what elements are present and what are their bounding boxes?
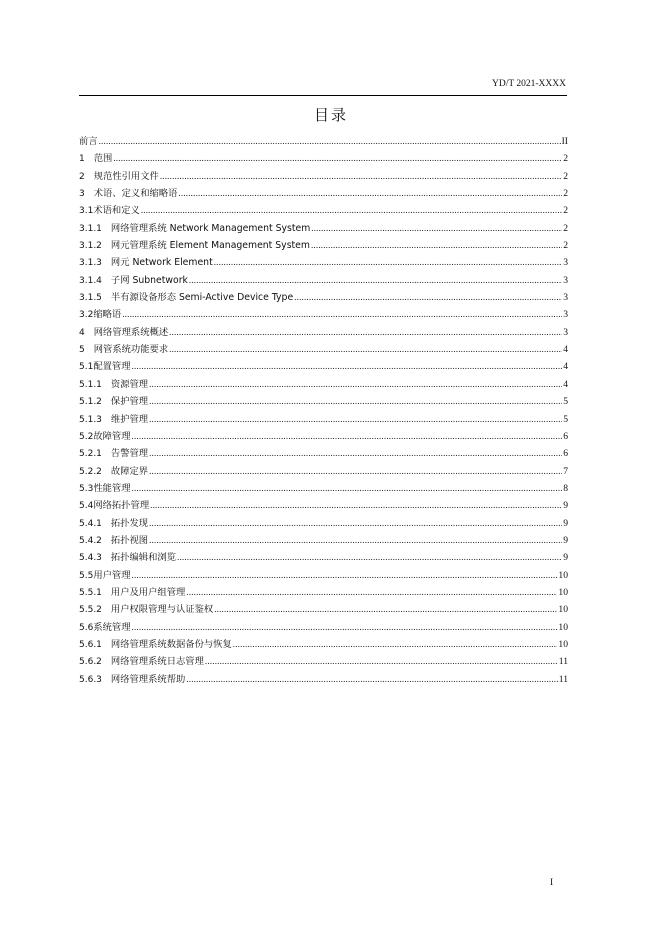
- toc-entry-page: 8: [563, 482, 568, 494]
- toc-entry[interactable]: [79, 341, 568, 358]
- toc-entry-label: 资源管理: [110, 378, 149, 390]
- toc-leader-dots: [149, 515, 562, 532]
- toc-entry[interactable]: [79, 428, 568, 445]
- toc-entry[interactable]: [79, 411, 568, 428]
- toc-entry-number: 5.1.1: [79, 379, 102, 390]
- toc-leader-dots: [214, 254, 562, 271]
- toc-leader-dots: [99, 133, 561, 150]
- toc-entry-number: 3.2: [79, 310, 94, 321]
- toc-entry-page: 2: [563, 153, 568, 165]
- toc-entry[interactable]: [79, 237, 568, 254]
- toc-entry-number: 5.6: [79, 622, 94, 633]
- toc-entry-page: II: [561, 136, 568, 147]
- toc-entry-number: 5: [79, 345, 85, 356]
- toc-leader-dots: [132, 428, 563, 445]
- toc-entry-page: 3: [563, 257, 568, 269]
- toc-entry-number: 5.5.1: [79, 587, 102, 598]
- toc-entry[interactable]: [79, 324, 568, 341]
- toc-leader-dots: [149, 411, 562, 428]
- toc-entry-number: 5.4: [79, 501, 94, 512]
- toc-entry-number: 3.1.1: [79, 223, 102, 234]
- toc-leader-dots: [311, 237, 562, 254]
- toc-entry-number: 5.2: [79, 431, 94, 442]
- toc-leader-dots: [178, 185, 562, 202]
- toc-entry-number: 5.3: [79, 483, 94, 494]
- toc-entry[interactable]: [79, 619, 568, 636]
- toc-entry-page: 3: [563, 326, 568, 338]
- toc-entry-label: 网元 Network Element: [110, 257, 213, 269]
- toc-entry-number: 5.6.3: [79, 674, 102, 685]
- toc-entry-page: 10: [558, 604, 568, 616]
- toc-leader-dots: [233, 636, 558, 653]
- toc-leader-dots: [205, 653, 558, 670]
- toc-entry-label: 网元管理系统 Element Management System: [110, 240, 310, 252]
- toc-leader-dots: [186, 671, 557, 688]
- header-divider: [79, 95, 567, 96]
- toc-entry-label: 系统管理: [93, 621, 131, 633]
- toc-entry[interactable]: [79, 671, 568, 688]
- toc-title: 目录: [313, 106, 348, 124]
- document-code: YD/T 2021-XXXX: [492, 79, 566, 89]
- toc-entry-number: 5.2.1: [79, 449, 102, 460]
- toc-leader-dots: [311, 220, 562, 237]
- toc-leader-dots: [169, 341, 562, 358]
- toc-entry-page: 9: [563, 534, 568, 546]
- toc-entry-label: 网络拓扑管理: [93, 500, 150, 512]
- toc-entry[interactable]: [79, 220, 568, 237]
- toc-leader-dots: [214, 601, 557, 618]
- toc-entry-page: 2: [563, 170, 568, 182]
- toc-entry-label: 网络管理系统帮助: [110, 673, 186, 685]
- toc-entry[interactable]: [79, 150, 568, 167]
- toc-leader-dots: [132, 567, 558, 584]
- toc-entry-page: 5: [563, 413, 568, 425]
- toc-entry-label: 用户权限管理与认证鉴权: [110, 604, 214, 616]
- toc-entry-page: 10: [558, 586, 568, 598]
- toc-leader-dots: [149, 376, 562, 393]
- toc-entry[interactable]: [79, 515, 568, 532]
- toc-entry-label: 用户管理: [93, 569, 131, 581]
- toc-entry[interactable]: [79, 289, 568, 306]
- toc-entry-number: 2: [79, 171, 85, 182]
- toc-leader-dots: [149, 463, 562, 480]
- toc-entry-label: 保护管理: [110, 396, 149, 408]
- toc-leader-dots: [150, 497, 562, 514]
- toc-entry-page: 3: [563, 292, 568, 304]
- toc-entry-page: 6: [563, 448, 568, 460]
- toc-entry[interactable]: [79, 480, 568, 497]
- toc-entry-page: 9: [563, 500, 568, 512]
- toc-entry[interactable]: [79, 202, 568, 219]
- toc-entry-page: 2: [563, 222, 568, 234]
- toc-entry[interactable]: [79, 168, 568, 185]
- toc-entry-page: 7: [563, 465, 568, 477]
- toc-entry-number: 3.1.2: [79, 241, 102, 252]
- toc-leader-dots: [132, 619, 558, 636]
- toc-entry[interactable]: [79, 567, 568, 584]
- toc-entry-page: 6: [563, 430, 568, 442]
- toc-leader-dots: [113, 150, 562, 167]
- toc-entry-page: 3: [563, 274, 568, 286]
- toc-entry-label: 前言: [79, 136, 98, 147]
- toc-entry-label: 规范性引用文件: [93, 170, 159, 182]
- toc-entry[interactable]: [79, 601, 568, 618]
- toc-entry-label: 子网 Subnetwork: [110, 274, 188, 286]
- toc-entry-label: 网络管理系统 Network Management System: [110, 222, 311, 234]
- toc-entry[interactable]: [79, 185, 568, 202]
- table-of-contents: [79, 133, 568, 688]
- toc-entry-label: 告警管理: [110, 448, 149, 460]
- toc-leader-dots: [149, 445, 562, 462]
- page-number: I: [550, 878, 554, 888]
- toc-leader-dots: [122, 306, 562, 323]
- toc-entry[interactable]: [79, 393, 568, 410]
- toc-entry[interactable]: [79, 636, 568, 653]
- toc-leader-dots: [294, 289, 562, 306]
- toc-entry-page: 4: [563, 361, 568, 373]
- toc-entry-label: 缩略语: [93, 309, 122, 321]
- toc-entry-number: 5.6.1: [79, 639, 102, 650]
- toc-leader-dots: [149, 393, 562, 410]
- toc-leader-dots: [186, 584, 557, 601]
- toc-entry-number: 5.2.2: [79, 466, 102, 477]
- toc-entry-label: 拓扑视图: [110, 534, 149, 546]
- toc-entry-label: 拓扑发现: [110, 517, 149, 529]
- toc-entry[interactable]: [79, 532, 568, 549]
- toc-entry-label: 拓扑编辑和浏览: [110, 552, 176, 564]
- toc-leader-dots: [160, 168, 562, 185]
- toc-leader-dots: [141, 202, 562, 219]
- toc-entry-page: 11: [558, 656, 568, 668]
- toc-entry-page: 10: [558, 569, 568, 581]
- toc-entry[interactable]: [79, 497, 568, 514]
- toc-entry-page: 4: [563, 378, 568, 390]
- toc-entry[interactable]: [79, 549, 568, 566]
- toc-entry[interactable]: [79, 376, 568, 393]
- toc-entry-page: 9: [563, 517, 568, 529]
- toc-entry-number: 3.1.3: [79, 258, 102, 269]
- toc-entry-page: 2: [563, 240, 568, 252]
- toc-entry-label: 配置管理: [93, 361, 131, 373]
- toc-entry-label: 网管系统功能要求: [93, 344, 169, 356]
- toc-entry[interactable]: [79, 358, 568, 375]
- toc-entry[interactable]: [79, 306, 568, 323]
- toc-entry-number: 5.1.3: [79, 414, 102, 425]
- toc-entry-label: 网络管理系统概述: [93, 326, 169, 338]
- toc-entry-page: 4: [563, 344, 568, 356]
- toc-entry-page: 2: [563, 205, 568, 217]
- toc-entry-label: 故障管理: [93, 430, 131, 442]
- toc-entry[interactable]: [79, 254, 568, 271]
- toc-leader-dots: [177, 549, 562, 566]
- toc-entry-page: 11: [558, 673, 568, 685]
- toc-entry-number: 5.4.2: [79, 535, 102, 546]
- toc-entry-number: 1: [79, 154, 85, 165]
- toc-entry[interactable]: [79, 445, 568, 462]
- toc-leader-dots: [132, 358, 563, 375]
- toc-leader-dots: [169, 324, 562, 341]
- toc-entry-label: 网络管理系统数据备份与恢复: [110, 638, 232, 650]
- toc-entry-label: 性能管理: [93, 482, 131, 494]
- toc-entry-number: 5.6.2: [79, 657, 102, 668]
- toc-entry-page: 10: [558, 621, 568, 633]
- toc-entry-number: 5.4.1: [79, 518, 102, 529]
- toc-entry-number: 3.1: [79, 206, 94, 217]
- toc-entry-label: 半有源设备形态 Semi-Active Device Type: [110, 292, 294, 304]
- toc-entry[interactable]: [79, 653, 568, 670]
- toc-entry-number: 3: [79, 189, 85, 200]
- toc-entry-number: 5.5: [79, 570, 94, 581]
- toc-entry-page: 5: [563, 396, 568, 408]
- toc-entry-number: 4: [79, 327, 85, 338]
- toc-entry-number: 5.1.2: [79, 397, 102, 408]
- toc-entry-page: 9: [563, 552, 568, 564]
- toc-entry-number: 5.4.3: [79, 553, 102, 564]
- toc-entry[interactable]: [79, 463, 568, 480]
- toc-entry[interactable]: [79, 272, 568, 289]
- toc-entry-number: 5.1: [79, 362, 94, 373]
- toc-leader-dots: [132, 480, 563, 497]
- toc-entry-number: 3.1.4: [79, 275, 102, 286]
- toc-entry-label: 故障定界: [110, 465, 149, 477]
- toc-entry-number: 5.5.2: [79, 605, 102, 616]
- toc-leader-dots: [149, 532, 562, 549]
- toc-entry-page: 10: [558, 638, 568, 650]
- toc-entry-number: 3.1.5: [79, 293, 102, 304]
- toc-entry-page: 2: [563, 188, 568, 200]
- toc-entry-label: 范围: [93, 153, 113, 165]
- toc-entry-label: 用户及用户组管理: [110, 586, 186, 598]
- toc-entry-page: 3: [563, 309, 568, 321]
- toc-leader-dots: [189, 272, 562, 289]
- toc-entry[interactable]: [79, 584, 568, 601]
- toc-entry-label: 网络管理系统日志管理: [110, 656, 204, 668]
- toc-entry-label: 术语、定义和缩略语: [93, 188, 178, 200]
- toc-entry-label: 维护管理: [110, 413, 149, 425]
- toc-entry-label: 术语和定义: [93, 205, 140, 217]
- toc-entry[interactable]: [79, 133, 568, 150]
